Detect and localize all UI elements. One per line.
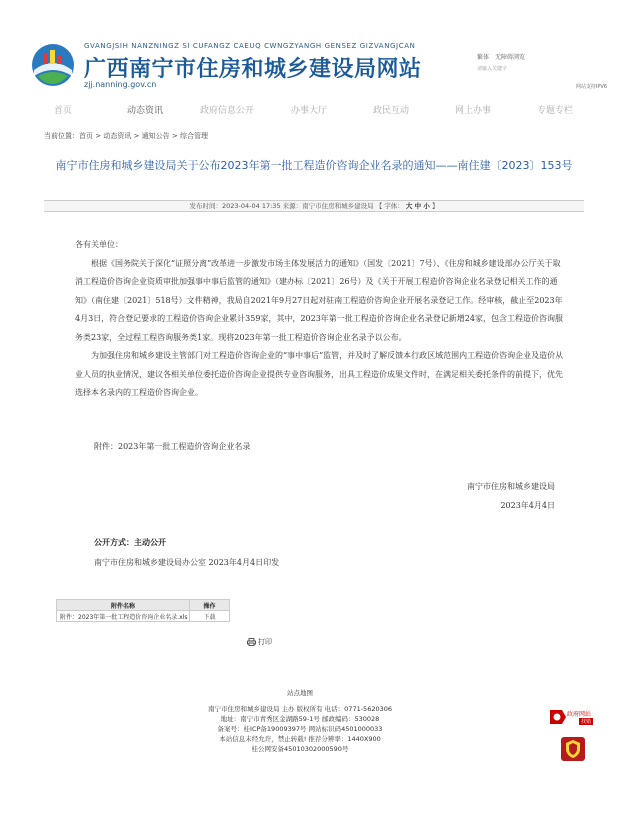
nav-item-home[interactable]: 首页 <box>53 106 72 116</box>
font-size-label-end: 】 <box>432 202 439 210</box>
site-url: zjj.nanning.gov.cn <box>84 80 157 89</box>
site-header <box>0 0 627 98</box>
breadcrumb[interactable]: 当前位置：首页 > 动态资讯 > 通知公告 > 综合管理 <box>44 132 208 140</box>
footer-icp[interactable]: 备案号：桂ICP备19009397号 网站标识码4501000033 <box>217 725 383 733</box>
table-header-row <box>57 600 230 611</box>
article-body <box>75 236 565 403</box>
site-title[interactable]: 广西南宁市住房和城乡建设局网站 <box>84 56 422 82</box>
article-meta <box>44 200 584 212</box>
nav-item-news[interactable]: 动态资讯 <box>126 106 163 116</box>
nav-item-topics[interactable]: 专题专栏 <box>536 106 573 116</box>
download-link[interactable]: 下载 <box>190 611 230 622</box>
font-size-label: 【 字体： <box>375 202 404 210</box>
attachment-line: 附件：2023年第一批工程造价咨询企业名录 <box>94 442 251 451</box>
signature-date: 2023年4月4日 <box>500 501 555 510</box>
attachment-table <box>56 599 230 622</box>
search-input[interactable]: 请输入关键字 <box>477 66 508 72</box>
ipv6-notice: 网站支持IPV6 <box>575 84 607 90</box>
issue-line: 南宁市住房和城乡建设局办公室 2023年4月4日印发 <box>94 558 280 567</box>
site-pinyin-title: GVANGJSIH NANZNINGZ SI CUFANGZ CAEUQ CWNGZYANGH GENSEZ GIZVANGJCAN <box>84 42 416 50</box>
signature-org: 南宁市住房和城乡建设局 <box>467 482 555 491</box>
nav-item-gov-info[interactable]: 政府信息公开 <box>199 106 254 116</box>
article-paragraph: 根据《国务院关于深化“证照分离”改革进一步激发市场主体发展活力的通知》（国发〔2021〕7号）、《住房和城乡建设部办公厅关于取消工程造价咨询企业资质审批加强事中事后监管的通知》（建办标〔2021〕26号）及《关于开展工程造价咨询企业名录登记相关工作的通知》（南住建〔2021〕518号）文件精神，我局自2021年9月27日起对驻南工程造价咨询企业开展名录登记工作。经审核，截止至2023年4月3日，符合登记要求的工程造价咨询企业累计359家，其中，2023年第一批工程造价咨询企业名录登记新增24家，包含工程造价咨询服务类23家，全过程工程咨询服务类1家。现将2023年第一批工程造价咨询企业名录予以公布。 <box>75 258 563 342</box>
gov-site-badge-label[interactable]: 政府网站 <box>567 711 592 718</box>
table-row <box>57 611 230 622</box>
salutation: 各有关单位： <box>75 240 123 249</box>
attachment-file-link[interactable]: 附件：2023年第一批工程造价咨询企业名录.xls <box>57 611 190 622</box>
column-header: 操作 <box>190 600 230 611</box>
nav-item-online-service[interactable]: 网上办事 <box>454 106 491 116</box>
traditional-chinese-link[interactable]: 繁体 <box>477 54 490 61</box>
nav-item-service-hall[interactable]: 办事大厅 <box>290 106 327 116</box>
site-logo-icon[interactable] <box>30 42 76 88</box>
article-source: 来源：南宁市住房和城乡建设局 <box>282 202 374 210</box>
footer-line: 本站信息未经允许，禁止转载! 推荐分辨率：1440X900 <box>219 735 381 743</box>
footer-line: 南宁市住房和城乡建设局 主办 版权所有 电话：0771-5620306 <box>207 705 393 713</box>
sitemap-link[interactable]: 站点地图 <box>287 689 313 697</box>
footer-line: 地址：南宁市青秀区金湖路59-1号 邮政编码：530028 <box>220 715 380 723</box>
accessibility-link[interactable]: 无障碍浏览 <box>494 54 525 61</box>
font-size-switch[interactable]: 大 中 小 <box>405 202 430 210</box>
publish-time: 发布时间：2023-04-04 17:35 <box>189 202 281 210</box>
article-paragraph: 为加强住房和城乡建设主管部门对工程造价咨询企业的“事中事后”监管，并及时了解反馈本行政区域范围内工程造价咨询企业及造价从业人员的执业情况，建议各相关单位委托造价咨询企业提供专业咨询服务，出具工程造价成果文件时，在满足相关委托条件的前提下，优先选择本名录内的工程造价咨询企业。 <box>75 351 564 397</box>
site-footer <box>150 688 450 754</box>
police-emblem-icon[interactable] <box>561 737 585 761</box>
column-header: 附件名称 <box>57 600 190 611</box>
print-button[interactable] <box>247 637 272 647</box>
open-mode: 公开方式：主动公开 <box>94 538 166 547</box>
gov-site-badge-sub[interactable]: 找错 <box>581 719 592 725</box>
nav-item-interaction[interactable]: 政民互动 <box>372 106 409 116</box>
print-label: 打印 <box>258 638 272 646</box>
main-nav <box>0 100 627 122</box>
footer-police-record[interactable]: 桂公网安备45010302000590号 <box>251 745 349 753</box>
article-title: 南宁市住房和城乡建设局关于公布2023年第一批工程造价咨询企业名录的通知——南住建〔2023〕153号 <box>55 159 573 172</box>
printer-icon <box>247 638 256 646</box>
top-links <box>477 52 529 61</box>
